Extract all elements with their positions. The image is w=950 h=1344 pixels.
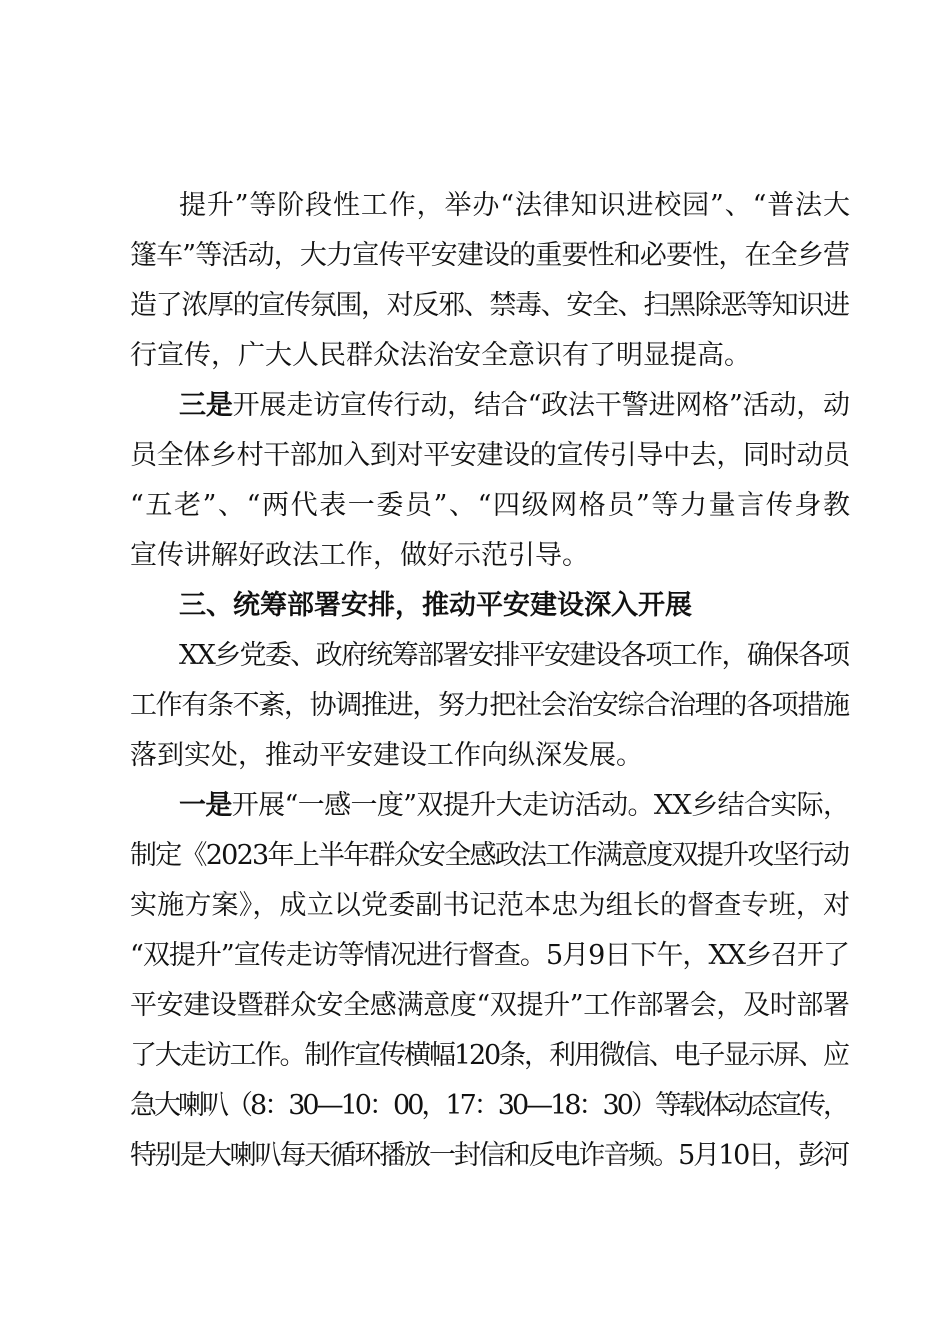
line-text: 落到实处，推动平安建设工作向纵深发展。 [130, 740, 643, 771]
section-heading-text: 三、统筹部署安排，推动平安建设深入开展 [179, 590, 692, 621]
paragraph-line [0, 1040, 950, 1072]
line-text: 制定《2023年上半年群众安全感政法工作满意度双提升攻坚行动 [130, 840, 849, 871]
line-text: 开展走访宣传行动，结合“政法干警进网格”活动，动 [232, 390, 850, 421]
paragraph-line [0, 490, 950, 522]
line-text: 平安建设暨群众安全感满意度“双提升”工作部署会，及时部署 [130, 990, 850, 1021]
section-heading [0, 590, 950, 622]
paragraph-line [0, 540, 950, 572]
paragraph-line [0, 690, 950, 722]
paragraph-line [0, 1090, 950, 1122]
line-text: 实施方案》，成立以党委副书记范本忠为组长的督查专班，对 [130, 890, 851, 921]
paragraph-line [0, 440, 950, 472]
line-text: 特别是大喇叭每天循环播放一封信和反电诈音频。5月10日，彭河 [130, 1140, 848, 1171]
line-text: 宣传讲解好政法工作，做好示范引导。 [130, 540, 589, 571]
line-text: XX乡党委、政府统筹部署安排平安建设各项工作，确保各项 [179, 640, 849, 671]
paragraph-line [0, 340, 950, 372]
paragraph-line [0, 840, 950, 872]
paragraph-line [0, 290, 950, 322]
paragraph-line [0, 790, 950, 822]
paragraph-line [0, 190, 950, 222]
line-text: 篷车”等活动，大力宣传平安建设的重要性和必要性，在全乡营 [130, 240, 850, 271]
paragraph-line [0, 1140, 950, 1172]
line-text: 员全体乡村干部加入到对平安建设的宣传引导中去，同时动员 [130, 440, 850, 471]
line-text: 开展“一感一度”双提升大走访活动。XX乡结合实际， [231, 790, 850, 821]
paragraph-line [0, 940, 950, 972]
line-text: 工作有条不紊，协调推进，努力把社会治安综合治理的各项措施 [130, 690, 849, 721]
paragraph-lead: 三是 [179, 390, 233, 421]
paragraph-line [0, 240, 950, 272]
paragraph-line [0, 740, 950, 772]
line-text: 提升”等阶段性工作，举办“法律知识进校园”、“普法大 [179, 190, 851, 221]
paragraph-line [0, 640, 950, 672]
paragraph-line [0, 990, 950, 1022]
line-text: 行宣传，广大人民群众法治安全意识有了明显提高。 [130, 340, 751, 371]
line-text: “五老”、“两代表一委员”、“四级网格员”等力量言传身教 [130, 490, 852, 521]
paragraph-line [0, 390, 950, 422]
paragraph-lead: 一是 [179, 790, 232, 821]
paragraph-line [0, 890, 950, 922]
line-text: “双提升”宣传走访等情况进行督查。5月9日下午，XX乡召开了 [130, 940, 850, 971]
line-text: 了大走访工作。制作宣传横幅120条，利用微信、电子显示屏、应 [130, 1040, 848, 1071]
line-text: 急大喇叭（8：30—10：00，17：30—18：30）等载体动态宣传， [130, 1090, 847, 1121]
line-text: 造了浓厚的宣传氛围，对反邪、禁毒、安全、扫黑除恶等知识进 [130, 290, 849, 321]
